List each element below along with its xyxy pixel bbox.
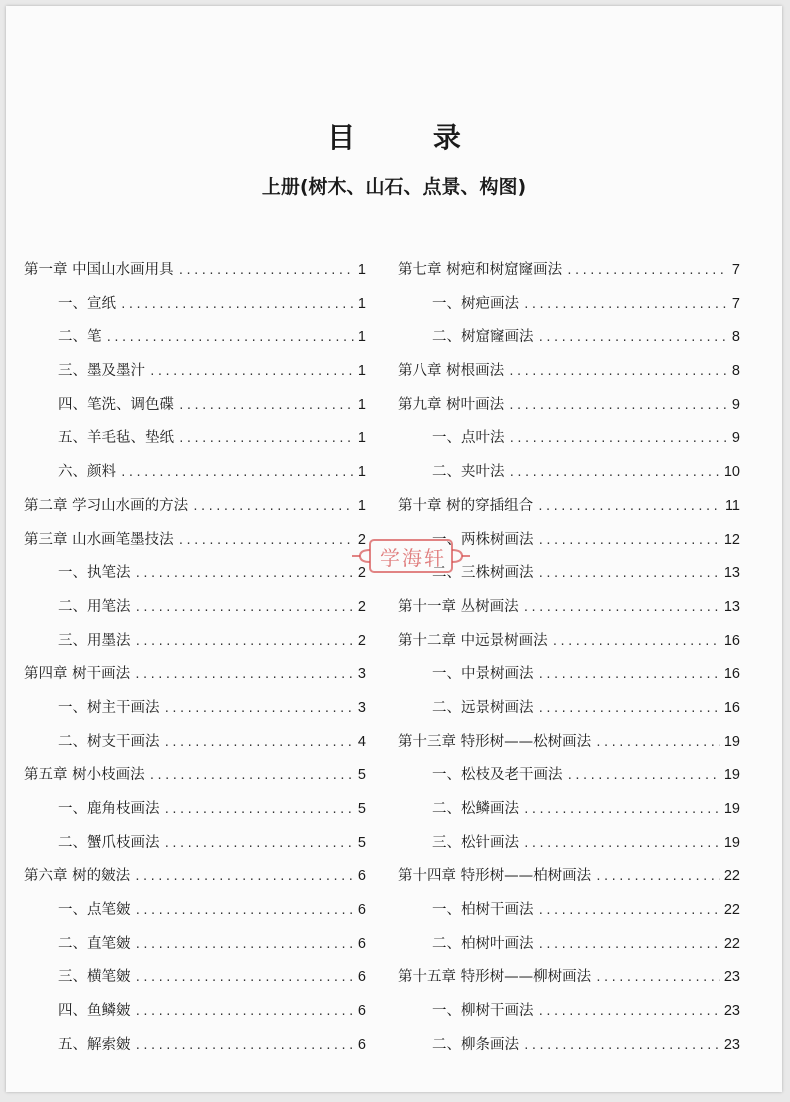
toc-entry-page: 1 [357, 430, 366, 447]
toc-entry-page: 6 [357, 1036, 366, 1053]
toc-section-entry [398, 995, 740, 1029]
toc-entry-page: 8 [731, 363, 740, 380]
dot-leader [595, 860, 720, 894]
toc-section-entry [398, 1029, 740, 1063]
toc-entry-label: 一、树疤画法 [432, 295, 519, 312]
toc-entry-page: 19 [723, 801, 740, 817]
toc-chapter-entry [398, 860, 740, 894]
toc-entry-page: 2 [357, 531, 366, 548]
dot-leader [135, 1029, 354, 1063]
toc-entry-label: 二、远景树画法 [432, 699, 534, 716]
toc-entry-page: 1 [357, 464, 366, 481]
toc-entry-label: 六、颜料 [58, 464, 116, 481]
toc-chapter-entry [398, 591, 740, 625]
toc-entry-page: 5 [357, 801, 366, 817]
dot-leader [566, 254, 728, 288]
dot-leader [135, 591, 354, 625]
toc-section-entry [24, 355, 366, 389]
toc-entry-page: 6 [357, 1003, 366, 1020]
toc-section-entry [24, 726, 366, 760]
toc-entry-page: 10 [723, 464, 740, 481]
dot-leader [149, 759, 354, 793]
toc-section-entry [398, 894, 740, 928]
toc-entry-page: 23 [723, 969, 740, 986]
toc-entry-page: 23 [723, 1036, 740, 1053]
toc-entry-label: 第一章 中国山水画用具 [24, 262, 174, 278]
toc-section-entry [24, 1029, 366, 1063]
dot-leader [135, 894, 354, 928]
toc-entry-page: 22 [723, 868, 740, 885]
dot-leader [120, 456, 354, 490]
dot-leader [120, 288, 354, 322]
toc-entry-page: 3 [357, 699, 366, 716]
dot-leader [508, 355, 728, 389]
dot-leader [523, 591, 720, 625]
dot-leader [509, 422, 728, 456]
toc-entry-label: 一、点笔皴 [58, 902, 131, 919]
toc-entry-page: 2 [357, 632, 366, 649]
dot-leader [523, 827, 720, 861]
toc-entry-page: 5 [357, 767, 366, 784]
toc-section-entry [24, 928, 366, 962]
dot-leader [164, 793, 354, 827]
toc-section-entry [24, 995, 366, 1029]
toc-entry-label: 第二章 学习山水画的方法 [24, 497, 189, 514]
toc-section-entry [24, 288, 366, 322]
dot-leader [134, 658, 354, 692]
dot-leader [538, 658, 720, 692]
toc-right-column [398, 254, 740, 1063]
toc-entry-label: 二、三株树画法 [432, 565, 534, 582]
toc-entry-page: 23 [723, 1003, 740, 1020]
toc-entry-label: 第三章 山水画笔墨技法 [24, 531, 174, 548]
toc-entry-page: 19 [723, 834, 740, 851]
toc-entry-label: 第十四章 特形树——柏树画法 [398, 868, 592, 885]
dot-leader [135, 625, 354, 659]
toc-section-entry [398, 692, 740, 726]
dot-leader [538, 524, 720, 558]
toc-entry-page: 19 [723, 733, 740, 750]
toc-chapter-entry [24, 860, 366, 894]
toc-chapter-entry [398, 389, 740, 423]
toc-chapter-entry [398, 355, 740, 389]
toc-entry-page: 16 [723, 699, 740, 716]
dot-leader [537, 490, 721, 524]
toc-entry-page: 16 [723, 666, 740, 683]
toc-section-entry [24, 389, 366, 423]
toc-section-entry [398, 422, 740, 456]
toc-entry-label: 一、树主干画法 [58, 699, 160, 716]
dot-leader [538, 557, 720, 591]
toc-section-entry [24, 827, 366, 861]
toc-section-entry [24, 625, 366, 659]
dot-leader [135, 961, 354, 995]
volume-subtitle: 上册(树木、山石、点景、构图) [261, 176, 527, 198]
toc-chapter-entry [24, 524, 366, 558]
toc-entry-page: 7 [731, 262, 740, 278]
toc-entry-label: 一、宣纸 [58, 295, 116, 312]
toc-entry-page: 3 [357, 666, 366, 683]
dot-leader [538, 894, 720, 928]
toc-entry-label: 二、柳条画法 [432, 1036, 519, 1053]
dot-leader [538, 928, 720, 962]
toc-entry-page: 16 [723, 632, 740, 649]
dot-leader [134, 860, 354, 894]
dot-leader [538, 995, 720, 1029]
toc-entry-page: 2 [357, 565, 366, 582]
dot-leader [164, 692, 354, 726]
dot-leader [106, 321, 354, 355]
toc-section-entry [24, 456, 366, 490]
dot-leader [595, 726, 720, 760]
toc-entry-label: 三、用墨法 [58, 632, 131, 649]
toc-entry-label: 二、树窟窿画法 [432, 329, 534, 346]
toc-section-entry [398, 288, 740, 322]
toc-chapter-entry [398, 961, 740, 995]
toc-entry-page: 22 [723, 902, 740, 919]
dot-leader [164, 827, 354, 861]
toc-entry-page: 7 [731, 295, 740, 312]
toc-entry-page: 9 [731, 396, 740, 413]
toc-entry-page: 1 [357, 262, 366, 278]
toc-entry-page: 1 [357, 363, 366, 380]
toc-entry-label: 第十二章 中远景树画法 [398, 632, 548, 649]
toc-entry-page: 1 [357, 396, 366, 413]
toc-entry-label: 三、横笔皴 [58, 969, 131, 986]
toc-section-entry [24, 321, 366, 355]
toc-chapter-entry [398, 726, 740, 760]
dot-leader [178, 389, 354, 423]
toc-entry-label: 二、直笔皴 [58, 935, 131, 952]
toc-entry-label: 一、点叶法 [432, 430, 505, 447]
page-title: 目 录 [327, 121, 495, 154]
toc-entry-label: 二、树支干画法 [58, 733, 160, 750]
toc-entry-label: 第九章 树叶画法 [398, 396, 505, 413]
dot-leader [567, 759, 720, 793]
toc-chapter-entry [398, 490, 740, 524]
toc-entry-page: 6 [357, 969, 366, 986]
dot-leader [164, 726, 354, 760]
toc-entry-label: 一、两株树画法 [432, 531, 534, 548]
toc-entry-label: 三、松针画法 [432, 834, 519, 851]
toc-entry-label: 二、松鳞画法 [432, 801, 519, 817]
toc-section-entry [24, 692, 366, 726]
dot-leader [178, 254, 354, 288]
toc-chapter-entry [398, 625, 740, 659]
toc-entry-page: 8 [731, 329, 740, 346]
toc-chapter-entry [24, 254, 366, 288]
watermark-text: 学海轩 [380, 546, 446, 570]
dot-leader [135, 995, 354, 1029]
toc-entry-label: 第八章 树根画法 [398, 363, 505, 380]
toc-chapter-entry [24, 658, 366, 692]
toc-entry-page: 1 [357, 497, 366, 514]
toc-entry-page: 1 [357, 295, 366, 312]
document-page [6, 6, 782, 1092]
toc-entry-label: 第十五章 特形树——柳树画法 [398, 969, 592, 986]
toc-entry-page: 6 [357, 868, 366, 885]
dot-leader [523, 288, 728, 322]
dot-leader [149, 355, 354, 389]
dot-leader [595, 961, 720, 995]
dot-leader [552, 625, 720, 659]
toc-section-entry [398, 321, 740, 355]
watermark-seal [346, 536, 476, 576]
dot-leader [538, 321, 728, 355]
toc-section-entry [398, 793, 740, 827]
toc-entry-label: 一、柳树干画法 [432, 1003, 534, 1020]
toc-entry-page: 12 [723, 531, 740, 548]
toc-section-entry [24, 894, 366, 928]
toc-entry-page: 13 [723, 565, 740, 582]
toc-entry-page: 1 [357, 329, 366, 346]
dot-leader [135, 557, 354, 591]
dot-leader [523, 1029, 720, 1063]
toc-entry-page: 5 [357, 834, 366, 851]
toc-entry-label: 四、笔洗、调色碟 [58, 396, 174, 413]
toc-entry-label: 第七章 树疤和树窟窿画法 [398, 262, 563, 278]
toc-entry-label: 二、柏树叶画法 [432, 935, 534, 952]
dot-leader [523, 793, 720, 827]
toc-section-entry [398, 456, 740, 490]
toc-entry-label: 二、蟹爪枝画法 [58, 834, 160, 851]
toc-entry-label: 一、松枝及老干画法 [432, 767, 563, 784]
toc-section-entry [24, 793, 366, 827]
dot-leader [178, 422, 354, 456]
toc-entry-label: 第六章 树的皴法 [24, 868, 131, 885]
toc-entry-label: 二、笔 [58, 329, 102, 346]
toc-entry-page: 13 [723, 598, 740, 615]
toc-entry-label: 一、柏树干画法 [432, 902, 534, 919]
toc-entry-page: 6 [357, 935, 366, 952]
toc-section-entry [24, 557, 366, 591]
toc-entry-page: 2 [357, 598, 366, 615]
toc-entry-label: 一、执笔法 [58, 565, 131, 582]
toc-entry-page: 22 [723, 935, 740, 952]
toc-entry-page: 6 [357, 902, 366, 919]
toc-entry-label: 二、夹叶法 [432, 464, 505, 481]
toc-section-entry [24, 961, 366, 995]
toc-entry-page: 4 [357, 733, 366, 750]
toc-section-entry [398, 759, 740, 793]
toc-entry-label: 第十一章 丛树画法 [398, 598, 519, 615]
toc-section-entry [398, 658, 740, 692]
dot-leader [508, 389, 728, 423]
toc-entry-label: 第十章 树的穿插组合 [398, 497, 534, 514]
toc-entry-label: 二、用笔法 [58, 598, 131, 615]
toc-entry-page: 11 [724, 497, 740, 514]
toc-entry-label: 四、鱼鳞皴 [58, 1003, 131, 1020]
toc-entry-page: 9 [731, 430, 740, 447]
toc-section-entry [24, 591, 366, 625]
toc-entry-label: 三、墨及墨汁 [58, 363, 145, 380]
toc-entry-label: 第五章 树小枝画法 [24, 767, 145, 784]
toc-section-entry [398, 827, 740, 861]
toc-entry-label: 第四章 树干画法 [24, 666, 131, 683]
toc-chapter-entry [24, 490, 366, 524]
toc-chapter-entry [24, 759, 366, 793]
toc-entry-label: 第十三章 特形树——松树画法 [398, 733, 592, 750]
toc-entry-label: 五、解索皴 [58, 1036, 131, 1053]
dot-leader [192, 490, 354, 524]
toc-entry-label: 五、羊毛毡、垫纸 [58, 430, 174, 447]
toc-section-entry [398, 928, 740, 962]
dot-leader [135, 928, 354, 962]
toc-entry-label: 一、鹿角枝画法 [58, 801, 160, 817]
toc-entry-label: 一、中景树画法 [432, 666, 534, 683]
dot-leader [538, 692, 720, 726]
dot-leader [178, 524, 354, 558]
toc-entry-page: 19 [723, 767, 740, 784]
toc-section-entry [24, 422, 366, 456]
dot-leader [509, 456, 720, 490]
toc-left-column [24, 254, 366, 1063]
toc-chapter-entry [398, 254, 740, 288]
